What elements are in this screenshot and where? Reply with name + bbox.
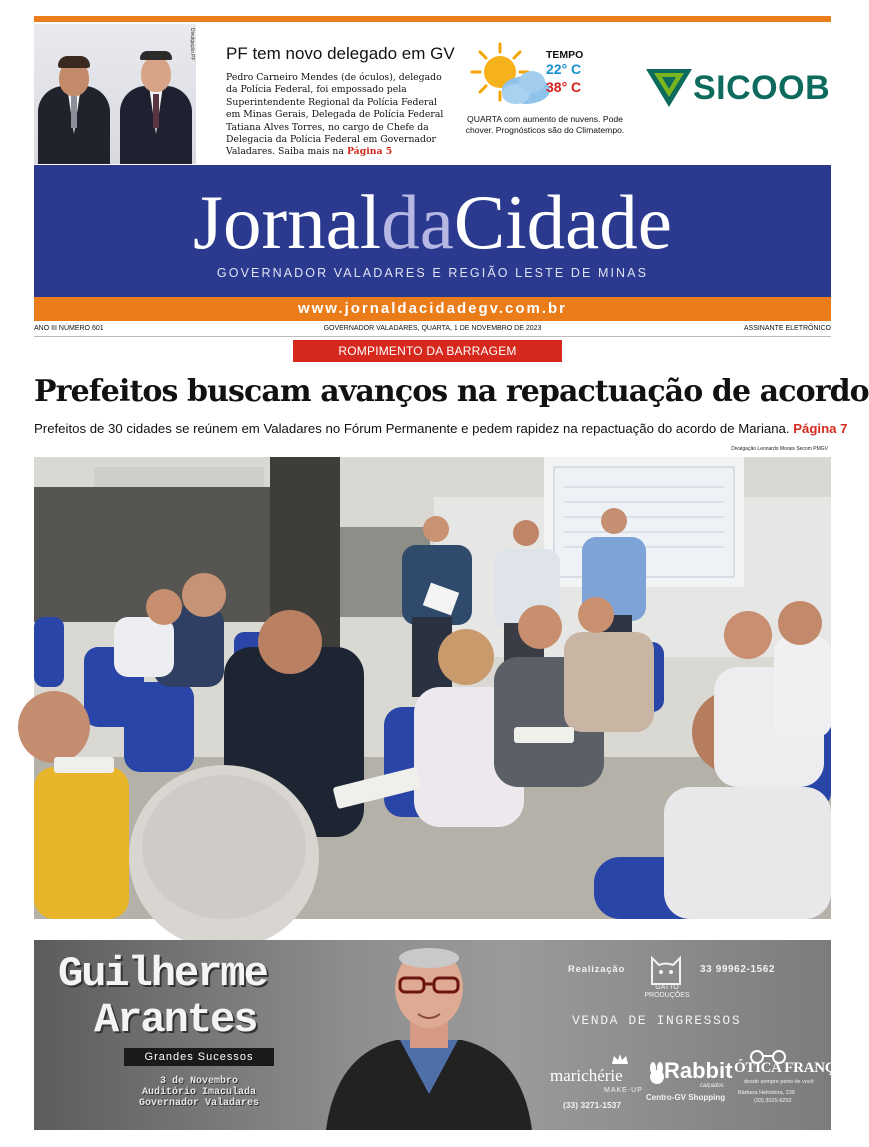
ad-event-venue: Auditório Imaculada <box>141 1087 257 1098</box>
weather-max-temp: 38° C <box>546 79 582 95</box>
main-deck-text: Prefeitos de 30 cidades se reúnem em Valadares no Fórum Permanente e pedem rapidez na repactuação do acordo de Mariana. <box>34 421 790 436</box>
concert-ad-banner[interactable] <box>34 940 846 1130</box>
masthead-subtitle: GOVERNADOR VALADARES E REGIÃO LESTE DE MINAS <box>216 266 649 280</box>
edition-divider <box>34 336 831 337</box>
website-url[interactable]: www.jornaldacidadegv.com.br <box>34 297 831 321</box>
edition-info-row <box>34 322 831 336</box>
ad-event-city: Governador Valadares <box>138 1098 260 1109</box>
weather-forecast: QUARTA com aumento de nuvens. Pode chover. Prognósticos são do Climatempo. <box>465 114 625 135</box>
ad-tickets-label: VENDA DE INGRESSOS <box>572 1013 742 1028</box>
crown-icon <box>612 1054 628 1064</box>
ad-event-info <box>114 1076 284 1109</box>
meeting-scene-illustration <box>34 457 831 919</box>
teaser-headline[interactable]: PF tem novo delegado em GV <box>226 44 455 63</box>
sun-cloud-icon <box>470 40 556 110</box>
sponsor-otica-name: ÓTICA FRANÇA <box>734 1060 846 1076</box>
sponsor-rabbit-name: Rabbit <box>664 1058 733 1083</box>
sicoob-logo-icon <box>646 69 692 107</box>
ad-artist-last-name: Arantes <box>94 996 257 1044</box>
edition-date: GOVERNADOR VALADARES, QUARTA, 1 DE NOVEMBRO DE 2023 <box>323 325 542 332</box>
photo-person-right <box>118 42 192 164</box>
sicoob-logo-text[interactable]: SICOOB <box>693 69 831 107</box>
sponsor-otica-address: Bárbara Heliodora, 239 <box>738 1090 795 1096</box>
weather-label: TEMPO <box>546 49 584 61</box>
main-headline[interactable]: Prefeitos buscam avanços na repactuação de acordo <box>34 374 869 409</box>
edition-issue: ANO III NÚMERO 601 <box>34 325 104 332</box>
sponsor-marycherie-phone: (33) 3271-1537 <box>563 1100 622 1110</box>
teaser-text <box>226 72 454 159</box>
main-photo <box>34 457 831 919</box>
sponsor-otica-sub: desde sempre perto de você <box>744 1079 814 1085</box>
masthead <box>34 165 831 297</box>
masthead-title-jornal: Jornal <box>193 179 382 265</box>
ad-event-date: 3 de Novembro <box>159 1076 238 1087</box>
ad-realizacao-label: Realização <box>568 964 626 975</box>
edition-subscriber: ASSINANTE ELETRÔNICO <box>743 325 831 332</box>
section-tag[interactable]: ROMPIMENTO DA BARRAGEM <box>293 340 562 362</box>
ad-producer-phone: 33 99962-1562 <box>700 964 776 975</box>
sponsor-otica-phone: (33) 3025-6252 <box>754 1098 792 1104</box>
teaser-body: Pedro Carneiro Mendes (de óculos), delegado da Polícia Federal, foi empossado pela Superintendente Regional da Polícia Federal em Minas Gerais, Delegada de Polícia Federal Tatiana Alves Torres, no cargo de Chefe da Delegacia da Polícia Federal em Governador Valadares. Saiba mais na <box>226 72 444 158</box>
teaser-photo-credit: Divulgação PF <box>189 28 195 61</box>
top-orange-rule <box>34 16 831 22</box>
ad-artist-first-name: Guilherme <box>58 950 267 998</box>
ad-producer: GATTO PRODUÇÕES <box>644 984 690 999</box>
main-deck <box>34 420 848 438</box>
masthead-title-cidade: Cidade <box>453 179 672 265</box>
teaser-photo <box>34 24 196 164</box>
masthead-title-da: da <box>381 179 454 265</box>
teaser-page-link[interactable]: Página 5 <box>346 146 393 158</box>
ad-artist-portrait <box>326 944 532 1130</box>
sponsor-marycherie-sub: MAKE-UP <box>604 1087 643 1094</box>
sponsor-rabbit-sub: calçados <box>700 1083 724 1089</box>
weather-min-temp: 22° C <box>546 61 582 77</box>
masthead-title[interactable] <box>34 177 831 267</box>
sponsor-rabbit-location: Centro-GV Shopping <box>646 1093 726 1102</box>
cat-logo-icon <box>646 950 686 986</box>
sponsor-marycherie-name: marichérie <box>550 1066 623 1085</box>
ad-tagline: Grandes Sucessos <box>124 1048 274 1066</box>
main-page-link[interactable]: Página 7 <box>793 421 848 436</box>
photo-person-left <box>38 46 110 164</box>
main-photo-credit: Divulgação Leonardo Morais Secom PMGV <box>731 446 828 452</box>
